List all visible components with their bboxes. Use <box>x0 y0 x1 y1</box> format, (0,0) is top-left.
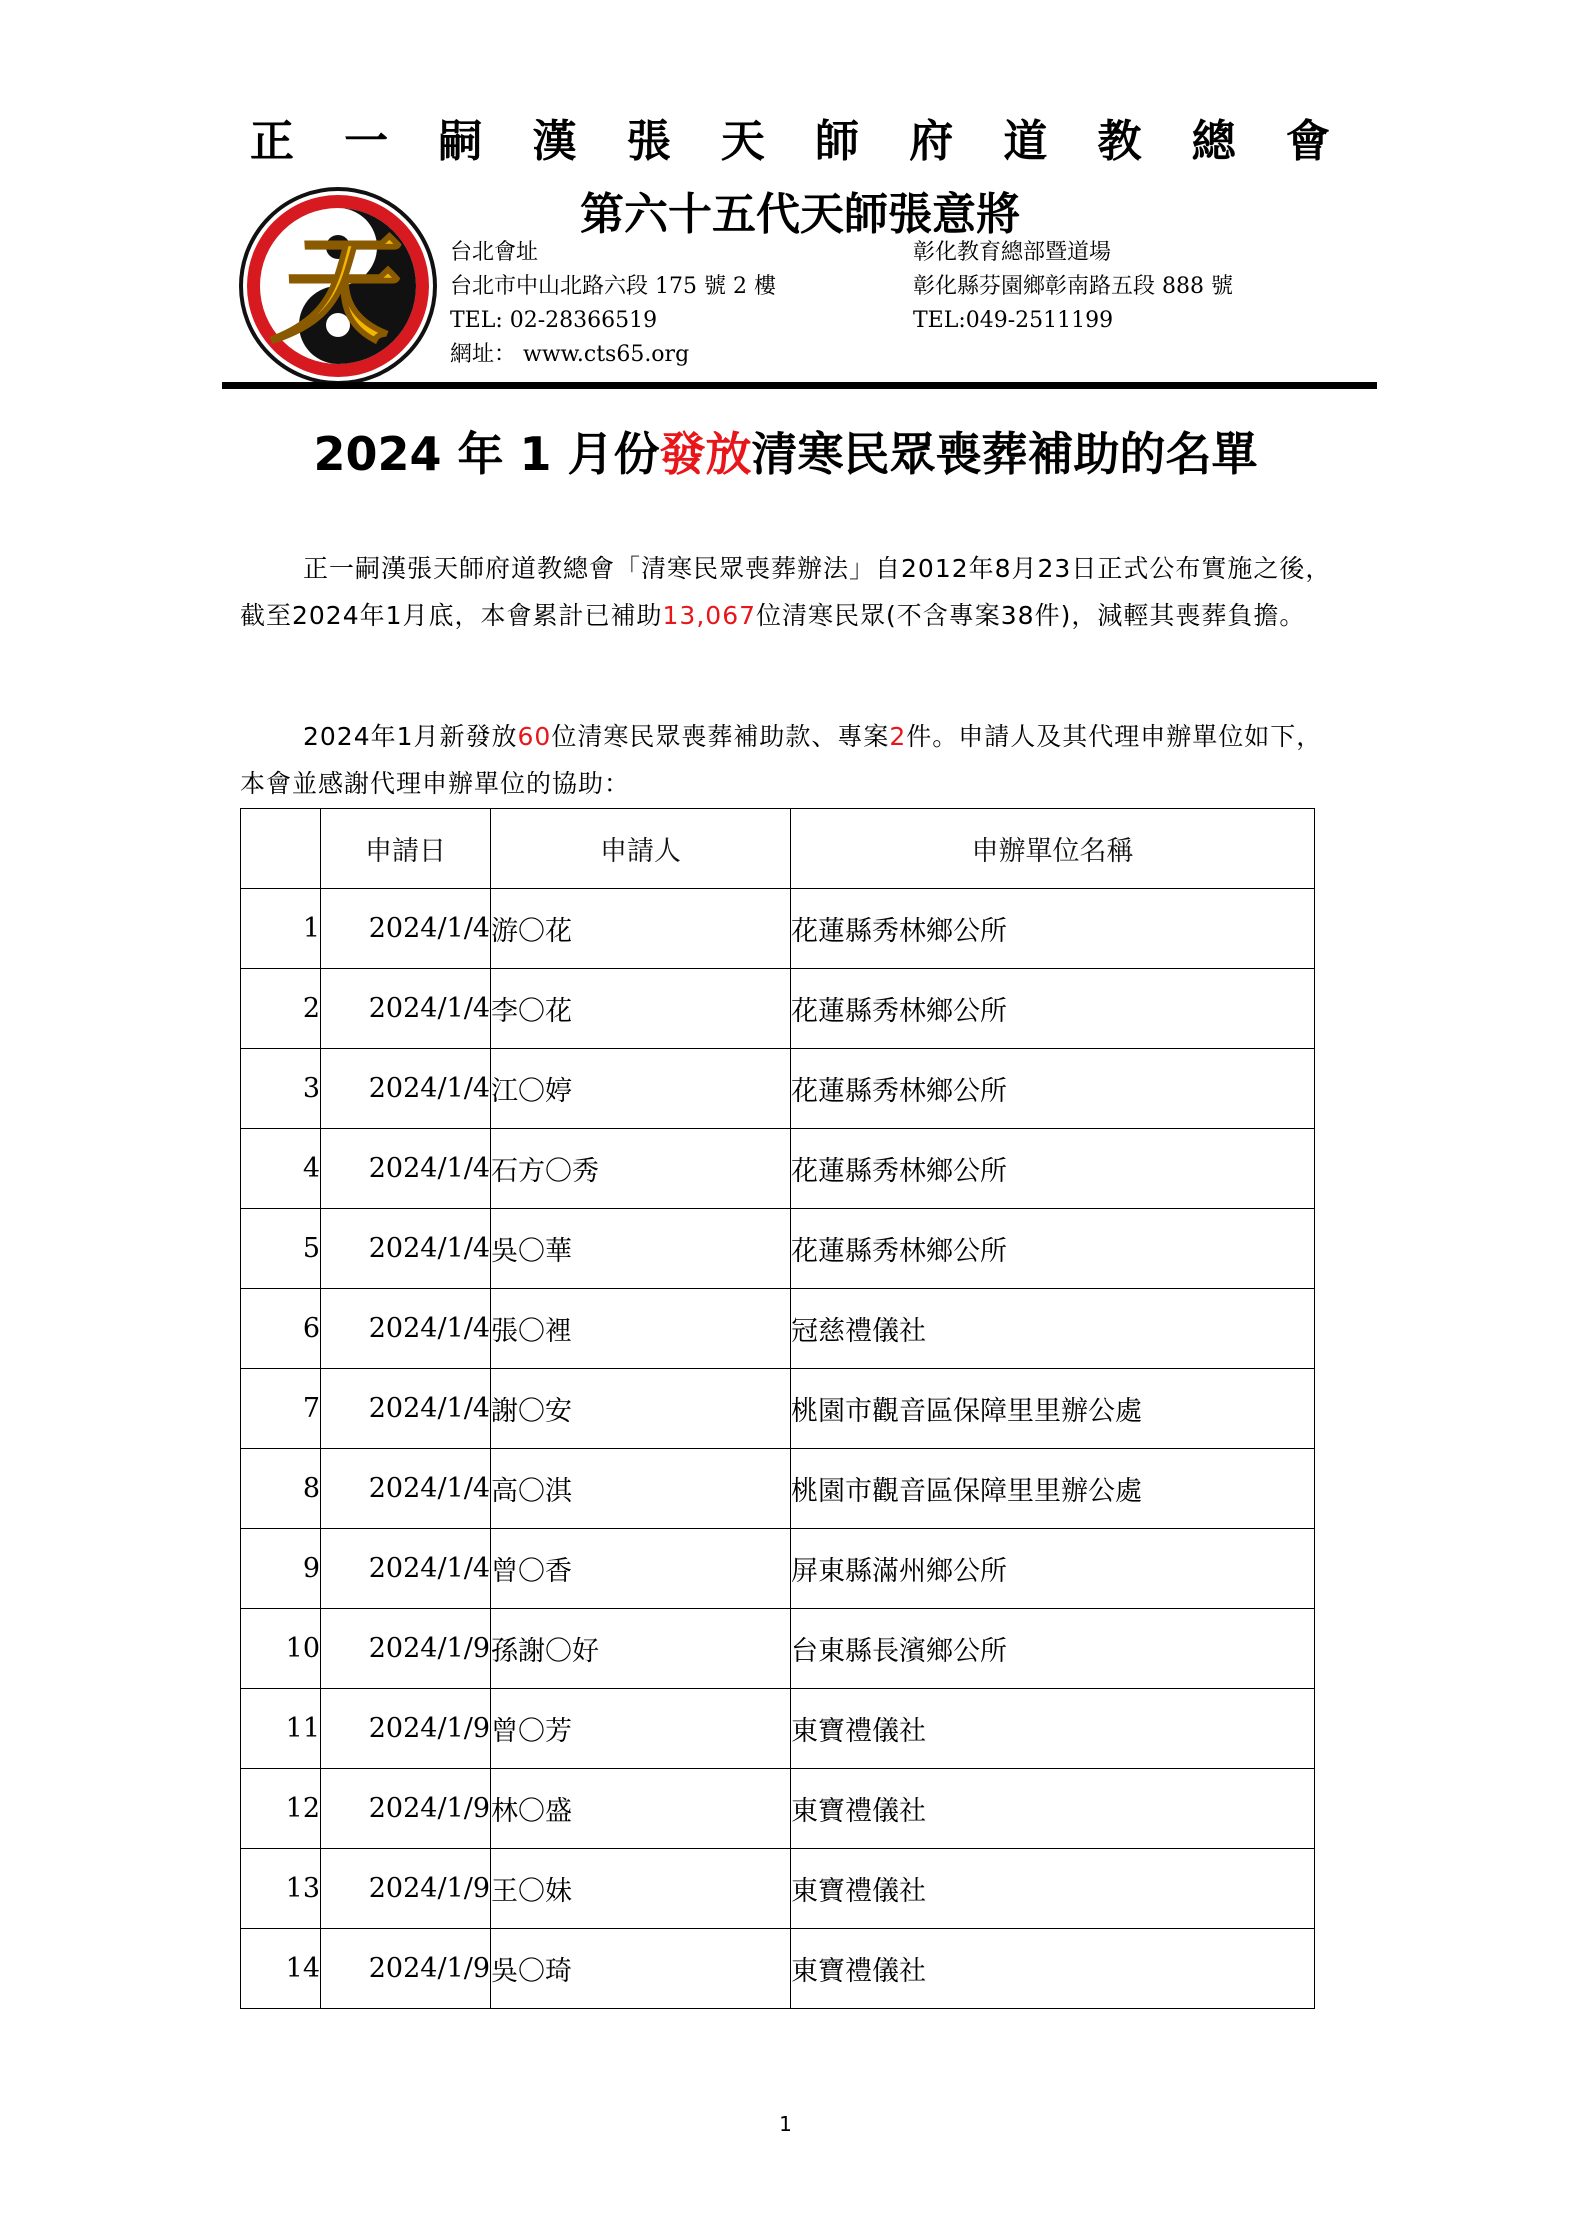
row-applicant: 高〇淇 <box>491 1449 791 1529</box>
row-applicant: 吳〇琦 <box>491 1929 791 2009</box>
row-number: 6 <box>241 1289 321 1369</box>
row-unit: 冠慈禮儀社 <box>791 1289 1315 1369</box>
row-number: 9 <box>241 1529 321 1609</box>
org-name-char: 總 <box>1191 116 1236 167</box>
row-number: 12 <box>241 1769 321 1849</box>
changhua-street: 彰化縣芬園鄉彰南路五段 888 號 <box>913 274 1233 299</box>
org-name-char: 一 <box>344 116 389 167</box>
row-number: 2 <box>241 969 321 1049</box>
logo-character: 天 <box>270 220 390 359</box>
special-case-count: 2 <box>889 722 907 751</box>
row-date: 2024/1/4 <box>321 1129 491 1209</box>
row-number: 3 <box>241 1049 321 1129</box>
row-number: 10 <box>241 1609 321 1689</box>
taipei-label: 台北會址 <box>450 240 539 265</box>
table-header-row <box>241 809 1315 889</box>
monthly-text-a: 2024年1月新發放 <box>303 722 518 751</box>
row-unit: 桃園市觀音區保障里里辦公處 <box>791 1449 1315 1529</box>
row-date: 2024/1/4 <box>321 1529 491 1609</box>
row-date: 2024/1/4 <box>321 1049 491 1129</box>
table-row <box>241 1609 1315 1689</box>
row-unit: 東寶禮儀社 <box>791 1929 1315 2009</box>
table-row <box>241 1929 1315 2009</box>
row-number: 8 <box>241 1449 321 1529</box>
org-name-char: 嗣 <box>438 116 483 167</box>
row-applicant: 游〇花 <box>491 889 791 969</box>
table-row <box>241 1769 1315 1849</box>
org-name-char: 教 <box>1097 116 1142 167</box>
row-applicant: 王〇妹 <box>491 1849 791 1929</box>
row-unit: 花蓮縣秀林鄉公所 <box>791 1209 1315 1289</box>
monthly-text-b: 位清寒民眾喪葬補助款、專案 <box>551 722 890 751</box>
row-number: 5 <box>241 1209 321 1289</box>
org-name-char: 師 <box>815 116 860 167</box>
row-number: 4 <box>241 1129 321 1209</box>
org-name-char: 道 <box>1003 116 1048 167</box>
celestial-master-title: 第六十五代天師張意將 <box>580 189 1020 240</box>
row-applicant: 石方〇秀 <box>491 1129 791 1209</box>
row-number: 1 <box>241 889 321 969</box>
row-applicant: 林〇盛 <box>491 1769 791 1849</box>
col-header-unit: 申辦單位名稱 <box>791 809 1315 889</box>
row-applicant: 張〇裡 <box>491 1289 791 1369</box>
title-suffix: 清寒民眾喪葬補助的名單 <box>751 427 1258 481</box>
org-name-char: 漢 <box>532 116 577 167</box>
table-row <box>241 969 1315 1049</box>
changhua-label: 彰化教育總部暨道場 <box>913 240 1112 265</box>
table-row <box>241 889 1315 969</box>
row-date: 2024/1/9 <box>321 1689 491 1769</box>
table-row <box>241 1849 1315 1929</box>
organization-name <box>250 105 1330 169</box>
row-unit: 桃園市觀音區保障里里辦公處 <box>791 1369 1315 1449</box>
row-date: 2024/1/4 <box>321 1289 491 1369</box>
row-applicant: 江〇婷 <box>491 1049 791 1129</box>
taipei-address-block <box>450 236 776 372</box>
row-unit: 屏東縣滿州鄉公所 <box>791 1529 1315 1609</box>
row-unit: 花蓮縣秀林鄉公所 <box>791 889 1315 969</box>
website: 網址： www.cts65.org <box>450 342 690 367</box>
row-unit: 台東縣長濱鄉公所 <box>791 1609 1315 1689</box>
taipei-street: 台北市中山北路六段 175 號 2 樓 <box>450 274 776 299</box>
row-applicant: 吳〇華 <box>491 1209 791 1289</box>
org-name-char: 會 <box>1285 116 1330 167</box>
org-name-char: 天 <box>720 116 765 167</box>
document-title <box>0 418 1571 484</box>
row-applicant: 謝〇安 <box>491 1369 791 1449</box>
table-row <box>241 1449 1315 1529</box>
col-header-applicant: 申請人 <box>491 809 791 889</box>
table-row <box>241 1129 1315 1209</box>
table-row <box>241 1369 1315 1449</box>
row-date: 2024/1/9 <box>321 1769 491 1849</box>
row-number: 13 <box>241 1849 321 1929</box>
row-date: 2024/1/4 <box>321 1209 491 1289</box>
col-header-number <box>241 809 321 889</box>
monthly-text-c: 件。申請人及其代理申辦單位如下，本會並感謝代理申辦單位的協助： <box>240 722 1323 798</box>
row-number: 7 <box>241 1369 321 1449</box>
row-date: 2024/1/9 <box>321 1929 491 2009</box>
row-unit: 東寶禮儀社 <box>791 1689 1315 1769</box>
title-prefix: 2024 年 1 月份 <box>313 427 660 481</box>
title-highlight: 發放 <box>659 427 752 481</box>
row-unit: 東寶禮儀社 <box>791 1769 1315 1849</box>
table-row <box>241 1529 1315 1609</box>
row-date: 2024/1/4 <box>321 1369 491 1449</box>
row-applicant: 曾〇芳 <box>491 1689 791 1769</box>
table-row <box>241 1209 1315 1289</box>
org-name-char: 府 <box>909 116 954 167</box>
row-date: 2024/1/9 <box>321 1849 491 1929</box>
org-name-char: 正 <box>250 116 294 167</box>
taoist-logo <box>238 186 438 386</box>
row-date: 2024/1/4 <box>321 1449 491 1529</box>
row-number: 11 <box>241 1689 321 1769</box>
row-applicant: 孫謝〇好 <box>491 1609 791 1689</box>
summary-text-a: 正一嗣漢張天師府道教總會「清寒民眾喪葬辦法」自2012年8月23日正式公布實施之後，截至2024年1月底，本會累計已補助 <box>240 554 1332 630</box>
table-row <box>241 1689 1315 1769</box>
summary-paragraph <box>240 545 1340 639</box>
total-count: 13,067 <box>662 601 757 630</box>
table-row <box>241 1049 1315 1129</box>
monthly-paragraph <box>240 713 1340 807</box>
row-date: 2024/1/4 <box>321 969 491 1049</box>
row-unit: 花蓮縣秀林鄉公所 <box>791 969 1315 1049</box>
row-applicant: 曾〇香 <box>491 1529 791 1609</box>
row-number: 14 <box>241 1929 321 2009</box>
changhua-tel: TEL:049-2511199 <box>913 308 1114 333</box>
recipient-table <box>240 808 1315 2009</box>
changhua-address-block <box>913 236 1233 338</box>
org-name-char: 張 <box>626 116 671 167</box>
row-unit: 花蓮縣秀林鄉公所 <box>791 1049 1315 1129</box>
monthly-count: 60 <box>517 722 552 751</box>
col-header-date: 申請日 <box>321 809 491 889</box>
header-divider <box>222 382 1377 389</box>
row-date: 2024/1/9 <box>321 1609 491 1689</box>
row-applicant: 李〇花 <box>491 969 791 1049</box>
row-unit: 花蓮縣秀林鄉公所 <box>791 1129 1315 1209</box>
page-number: 1 <box>779 2112 792 2136</box>
table-row <box>241 1289 1315 1369</box>
summary-text-b: 位清寒民眾(不含專案38件)，減輕其喪葬負擔。 <box>756 601 1306 630</box>
row-unit: 東寶禮儀社 <box>791 1849 1315 1929</box>
taipei-tel: TEL: 02-28366519 <box>450 308 658 333</box>
row-date: 2024/1/4 <box>321 889 491 969</box>
